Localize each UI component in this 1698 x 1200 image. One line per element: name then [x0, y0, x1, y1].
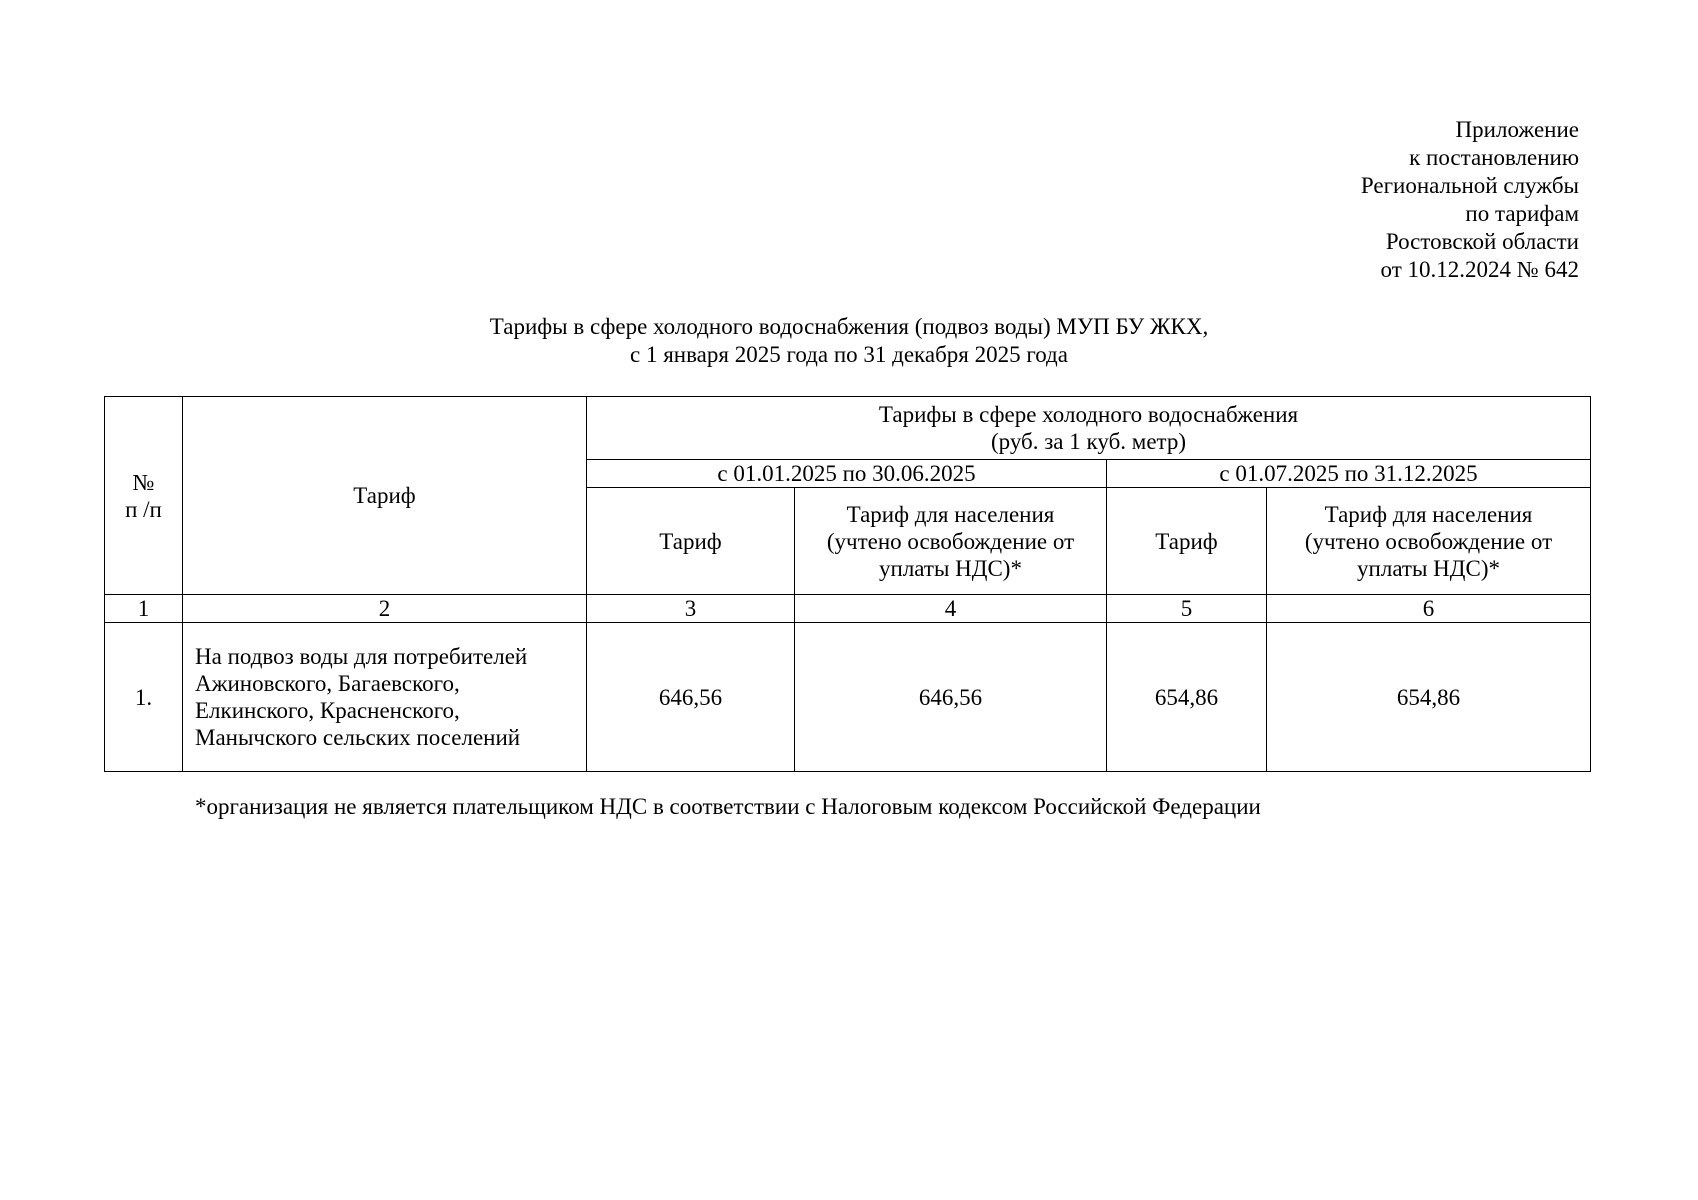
- row-name-line: На подвоз воды для потребителей: [195, 644, 528, 669]
- header-population-line: (учтено освобождение от: [826, 528, 1075, 554]
- header-period1-cell: с 01.01.2025 по 30.06.2025: [587, 460, 1107, 488]
- row-name-line: Манычского сельских поселений: [195, 725, 521, 750]
- document-title-line2: с 1 января 2025 года по 31 декабря 2025 года: [630, 342, 1068, 367]
- header-population-line: Тариф для населения: [846, 501, 1055, 527]
- row-p1-population: 646,56: [795, 623, 1107, 772]
- column-number: 6: [1267, 595, 1591, 623]
- appendix-block: [1361, 116, 1579, 284]
- row-p1-tariff: 646,56: [587, 623, 795, 772]
- appendix-line: Ростовской области: [1385, 229, 1579, 254]
- column-number-row: [105, 595, 1591, 623]
- header-group-cell: [587, 397, 1591, 460]
- header-p1-tariff-cell: Тариф: [587, 488, 795, 595]
- document-title-line1: Тарифы в сфере холодного водоснабжения (подвоз воды) МУП БУ ЖКХ,: [489, 314, 1209, 339]
- header-tariff-cell: Тариф: [183, 397, 587, 595]
- row-name-line: Елкинского, Красненского,: [195, 698, 460, 723]
- header-number-sign: №: [132, 469, 155, 495]
- header-population-line: (учтено освобождение от: [1304, 528, 1553, 554]
- document-title: [0, 313, 1698, 369]
- row-number: 1.: [105, 623, 183, 772]
- column-number: 3: [587, 595, 795, 623]
- appendix-line: от 10.12.2024 № 642: [1380, 257, 1579, 282]
- header-number-cell: [105, 397, 183, 595]
- row-name-line: Ажиновского, Багаевского,: [195, 671, 460, 696]
- appendix-line: Приложение: [1455, 117, 1579, 142]
- column-number: 4: [795, 595, 1107, 623]
- column-number: 5: [1107, 595, 1267, 623]
- header-number-abbr: п /п: [125, 496, 162, 522]
- tariff-table: [104, 396, 1591, 772]
- header-p1-population-cell: [795, 488, 1107, 595]
- table-header-row: [105, 397, 1591, 460]
- row-p2-tariff: 654,86: [1107, 623, 1267, 772]
- header-p2-tariff-cell: Тариф: [1107, 488, 1267, 595]
- table-row: [105, 623, 1591, 772]
- column-number: 2: [183, 595, 587, 623]
- header-population-line: Тариф для населения: [1324, 501, 1533, 527]
- column-number: 1: [105, 595, 183, 623]
- header-group-title: Тарифы в сфере холодного водоснабжения: [878, 402, 1299, 427]
- header-period2-cell: с 01.07.2025 по 31.12.2025: [1107, 460, 1591, 488]
- row-p2-population: 654,86: [1267, 623, 1591, 772]
- row-tariff-name: [183, 623, 587, 772]
- appendix-line: Региональной службы: [1360, 173, 1579, 198]
- appendix-line: к постановлению: [1409, 145, 1579, 170]
- appendix-line: по тарифам: [1465, 201, 1579, 226]
- header-group-unit: (руб. за 1 куб. метр): [990, 429, 1187, 454]
- header-p2-population-cell: [1267, 488, 1591, 595]
- header-population-line: уплаты НДС)*: [1357, 555, 1500, 581]
- footnote: *организация не является плательщиком НДС в соответствии с Налоговым кодексом Российской Федерации: [195, 794, 1261, 819]
- header-population-line: уплаты НДС)*: [879, 555, 1022, 581]
